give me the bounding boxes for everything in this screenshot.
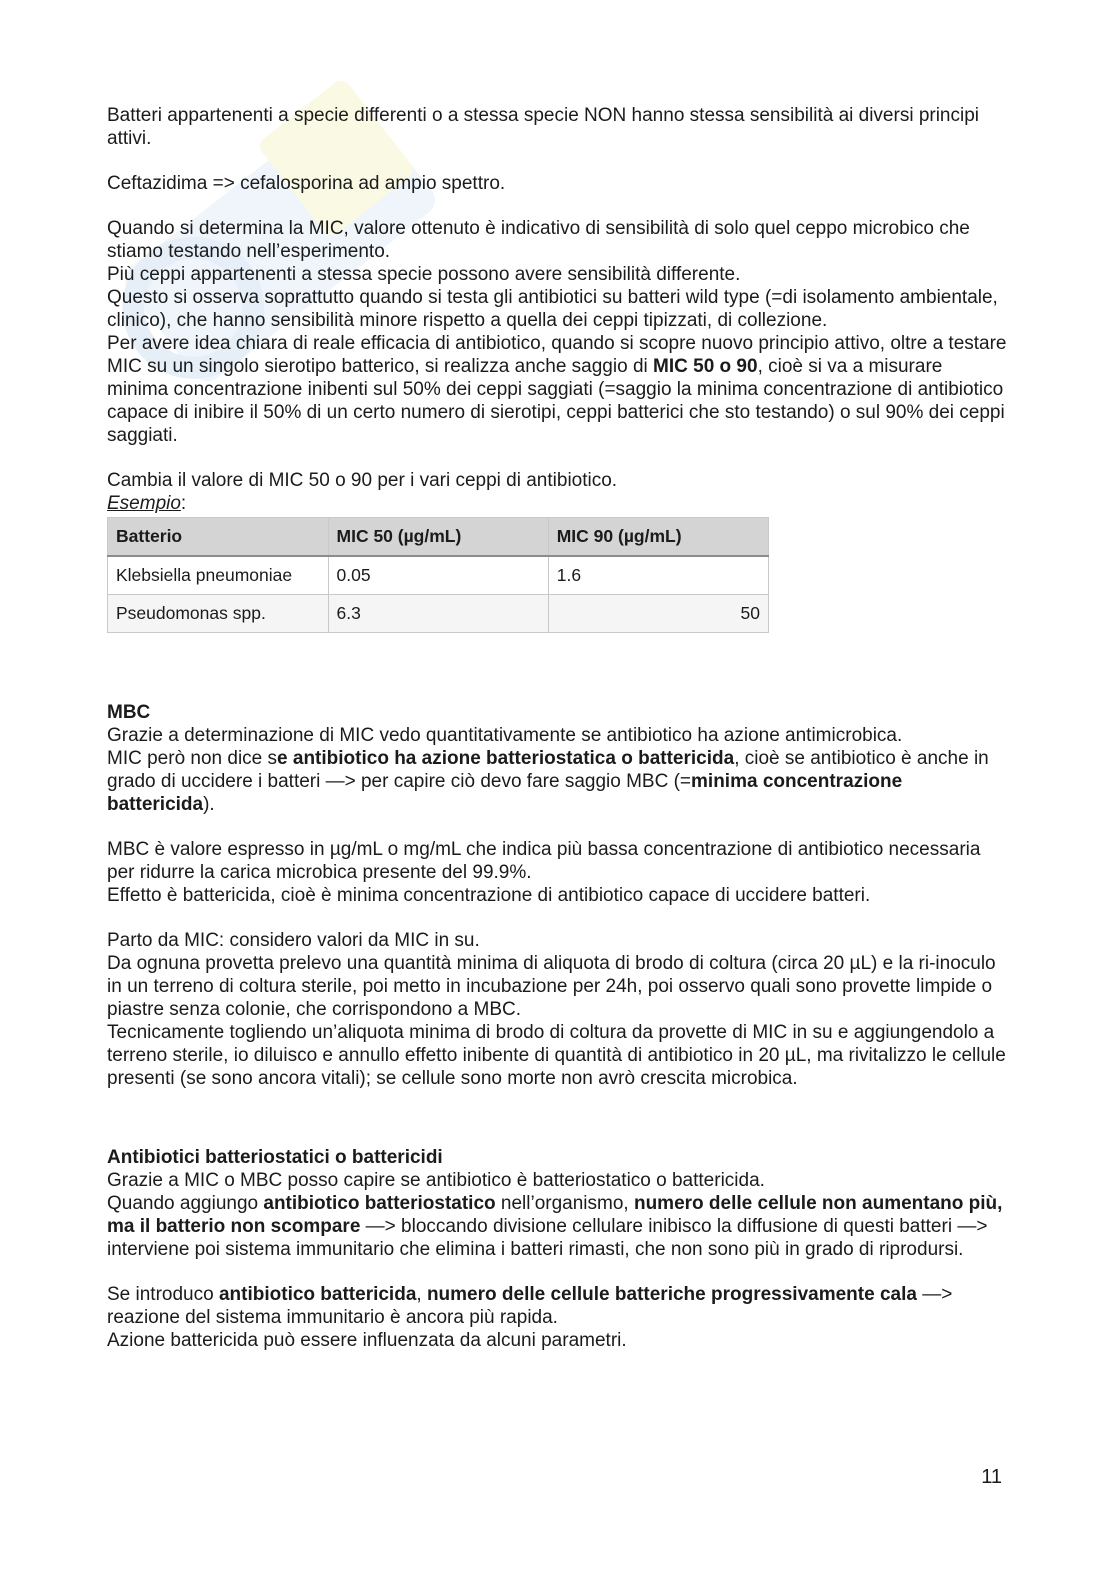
bold-term: MIC 50 o 90 [653,356,758,377]
table-cell: Klebsiella pneumoniae [108,556,329,595]
paragraph: Più ceppi appartenenti a stessa specie possono avere sensibilità differente. [107,264,741,285]
paragraph: MIC però non dice se antibiotico ha azione batteriostatica o battericida, cioè se antibiotico è anche in grado di uccidere i batteri —> per capire ciò devo fare saggio MBC (=minima concentrazione battericida). [107,748,989,815]
page-number: 11 [981,1466,1002,1488]
document-page [107,104,1007,1352]
table-header: MIC 50 (µg/mL) [328,518,548,557]
table-row [108,556,769,595]
example-label: Esempio: [107,493,187,514]
paragraph: MBC è valore espresso in µg/mL o mg/mL che indica più bassa concentrazione di antibiotico necessaria per ridurre la carica microbica presente del 99.9%. [107,839,981,883]
table-header: MIC 90 (µg/mL) [548,518,768,557]
table-header: Batterio [108,518,329,557]
paragraph: Quando si determina la MIC, valore ottenuto è indicativo di sensibilità di solo quel ceppo microbico che stiamo testando nell’esperimento. [107,218,970,262]
section-heading-antibiotici: Antibiotici batteriostatici o battericidi [107,1147,443,1168]
paragraph: Grazie a determinazione di MIC vedo quantitativamente se antibiotico ha azione antimicrobica. [107,725,903,746]
section-heading-mbc: MBC [107,702,151,723]
paragraph: Cambia il valore di MIC 50 o 90 per i vari ceppi di antibiotico. [107,470,618,491]
mic-table [107,517,769,633]
paragraph: Da ognuna provetta prelevo una quantità minima di aliquota di brodo di coltura (circa 20 µL) e la ri-inoculo in un terreno di coltura sterile, poi metto in incubazione per 24h, poi osservo quali sono provette limpide o piastre senza colonie, che corrispondono a MBC. [107,953,996,1020]
table-cell: 0.05 [328,556,548,595]
paragraph: Quando aggiungo antibiotico batteriostatico nell’organismo, numero delle cellule non aumentano più, ma il batterio non scompare —> bloccando divisione cellulare inibisco la diffusione di questi batteri —> interviene poi sistema immunitario che elimina i batteri rimasti, che non sono più in grado di riprodursi. [107,1193,1003,1260]
paragraph: Per avere idea chiara di reale efficacia di antibiotico, quando si scopre nuovo principio attivo, oltre a testare MIC su un singolo sierotipo batterico, si realizza anche saggio di MIC 50 o 90, cioè si va a misurare minima concentrazione inibenti sul 50% dei ceppi saggiati (=saggio la minima concentrazione di antibiotico capace di inibire il 50% di un certo numero di sierotipi, ceppi batterici che sto testando) o sul 90% dei ceppi saggiati. [107,333,1007,446]
paragraph: Ceftazidima => cefalosporina ad ampio spettro. [107,173,506,194]
paragraph: Azione battericida può essere influenzata da alcuni parametri. [107,1330,627,1351]
paragraph: Se introduco antibiotico battericida, numero delle cellule batteriche progressivamente cala —> reazione del sistema immunitario è ancora più rapida. [107,1284,953,1328]
paragraph: Batteri appartenenti a specie differenti o a stessa specie NON hanno stessa sensibilità ai diversi principi attivi. [107,105,980,149]
paragraph: Tecnicamente togliendo un’aliquota minima di brodo di coltura da provette di MIC in su e aggiungendolo a terreno sterile, io diluisco e annullo effetto inibente di quantità di antibiotico in 20 µL, ma rivitalizzo le cellule presenti (se sono ancora vitali); se cellule sono morte non avrò crescita microbica. [107,1022,1006,1089]
paragraph: Effetto è battericida, cioè è minima concentrazione di antibiotico capace di uccidere batteri. [107,885,871,906]
table-row [108,595,769,633]
table-header-row [108,518,769,557]
paragraph: Questo si osserva soprattutto quando si testa gli antibiotici su batteri wild type (=di isolamento ambientale, clinico), che hanno sensibilità minore rispetto a quella dei ceppi tipizzati, di collezione. [107,287,998,331]
paragraph: Grazie a MIC o MBC posso capire se antibiotico è batteriostatico o battericida. [107,1170,765,1191]
table-cell: 50 [548,595,768,633]
table-cell: 1.6 [548,556,768,595]
table-cell: Pseudomonas spp. [108,595,329,633]
paragraph: Parto da MIC: considero valori da MIC in su. [107,930,480,951]
table-cell: 6.3 [328,595,548,633]
